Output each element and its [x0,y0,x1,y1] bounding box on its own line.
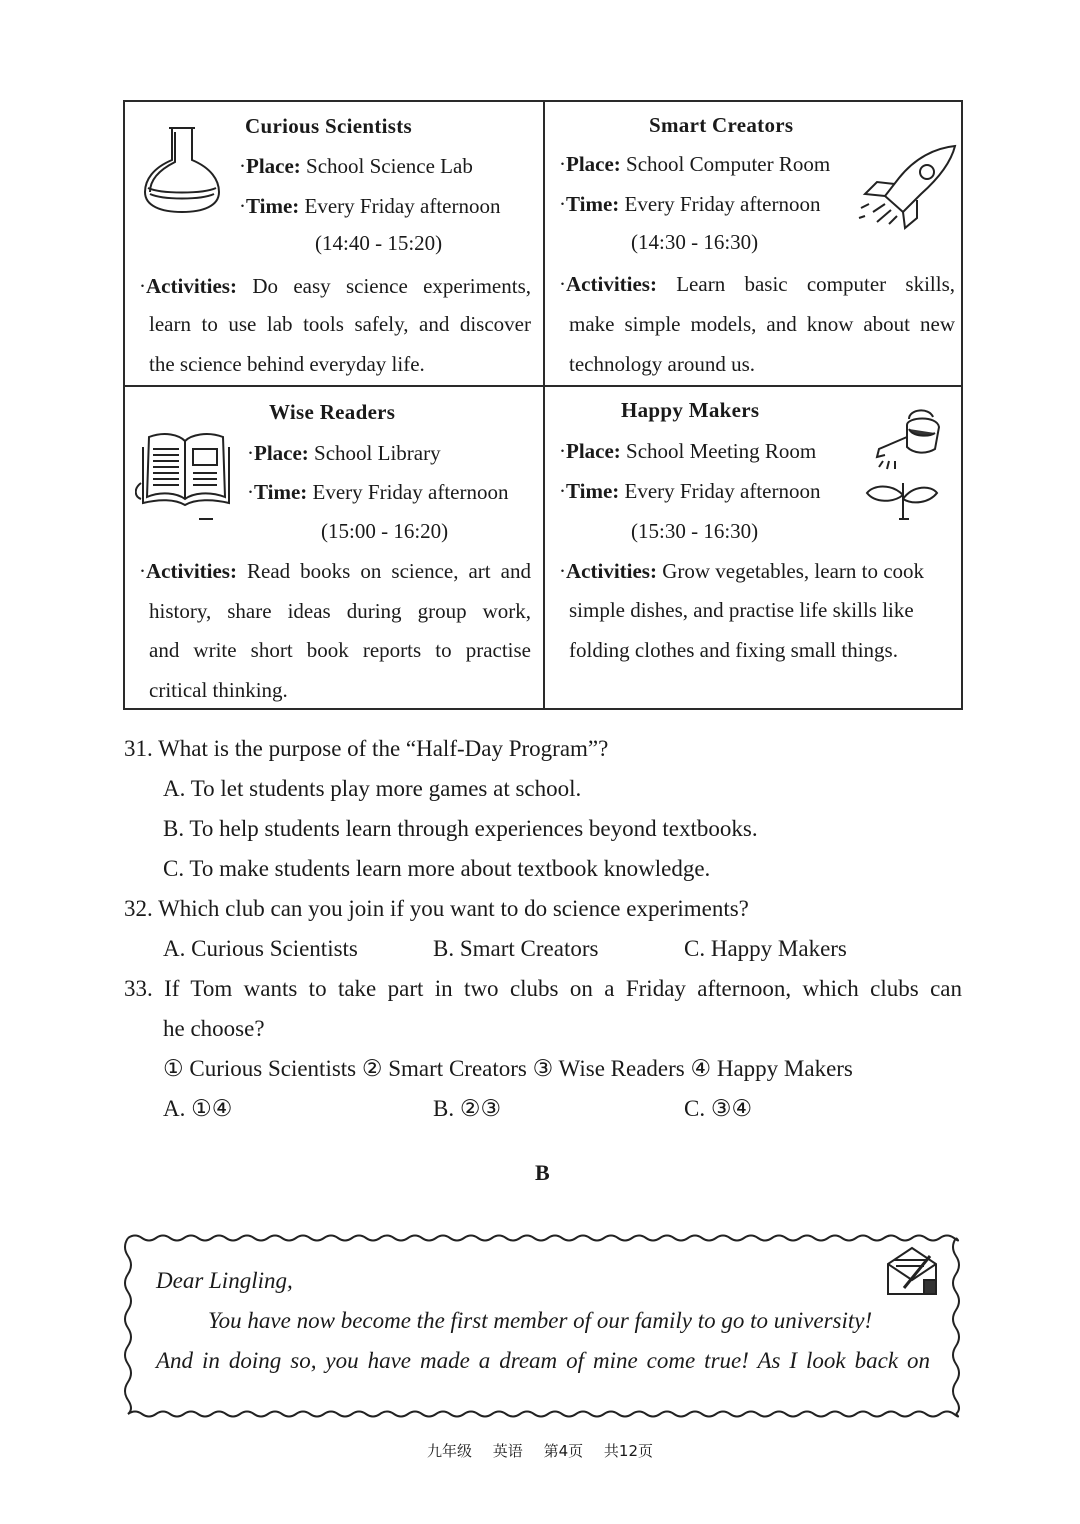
club-activities-line: simple dishes, and practise life skills like [569,598,914,622]
club-time: ·Time: Every Friday afternoon [559,192,821,216]
club-activities-line: technology around us. [569,352,756,376]
question-33-option-a[interactable]: A. ①④ [163,1096,233,1121]
club-time-range: (14:30 - 16:30) [631,230,759,254]
letter-body-line: You have now become the first member of our family to go to university! [208,1308,873,1333]
club-activities-line: learn to use lab tools safely, and discover [149,312,531,336]
club-activities-line: the science behind everyday life. [149,352,425,376]
page-footer [0,1440,1080,1461]
footer-subject: 英语 [492,1442,523,1460]
club-title: Smart Creators [649,113,794,137]
question-31-stem: 31. What is the purpose of the “Half-Day Program”? [124,736,609,761]
club-place: ·Place: School Meeting Room [559,439,817,463]
letter-greeting: Dear Lingling, [156,1268,293,1293]
watering-can-icon [863,403,949,521]
club-time: ·Time: Every Friday afternoon [247,480,509,504]
club-title: Wise Readers [269,400,396,424]
club-activities-line: critical thinking. [149,678,288,702]
question-33-stem-cont: he choose? [163,1016,265,1041]
letter-icon [884,1244,940,1298]
rocket-icon [855,142,959,230]
club-cell-smart-creators [545,102,963,385]
letter-box [118,1228,966,1424]
question-31-option-a[interactable]: A. To let students play more games at school. [163,776,582,801]
book-icon [135,427,235,523]
club-time-range: (14:40 - 15:20) [315,231,443,255]
club-cell-wise-readers [125,387,543,708]
club-table [123,100,963,710]
flask-icon [141,122,223,214]
club-cell-curious-scientists [125,102,543,385]
question-33-stem: 33. If Tom wants to take part in two clubs on a Friday afternoon, which clubs can [124,976,962,1001]
question-33-option-c[interactable]: C. ③④ [684,1096,753,1121]
club-place: ·Place: School Computer Room [559,152,831,176]
letter-body-line: And in doing so, you have made a dream of mine come true! As I look back on [156,1348,930,1373]
section-b-heading: B [535,1160,550,1185]
club-activities-line: and write short book reports to practise [149,638,531,662]
footer-total: 共12页 [603,1442,653,1460]
club-title: Curious Scientists [245,114,413,138]
club-title: Happy Makers [621,398,760,422]
club-place: ·Place: School Library [247,441,441,465]
footer-page: 第4页 [543,1442,584,1460]
club-time-range: (15:00 - 16:20) [321,519,449,543]
club-activities: ·Activities: Grow vegetables, learn to cook [559,559,925,583]
question-33-option-b[interactable]: B. ②③ [433,1096,502,1121]
club-place: ·Place: School Science Lab [239,154,473,178]
club-activities: ·Activities: Learn basic computer skills, [559,272,956,296]
question-33-choices: ① Curious Scientists ② Smart Creators ③ Wise Readers ④ Happy Makers [163,1056,853,1081]
question-31-option-c[interactable]: C. To make students learn more about textbook knowledge. [163,856,711,881]
club-activities: ·Activities: Read books on science, art and [139,559,531,583]
question-31-option-b[interactable]: B. To help students learn through experiences beyond textbooks. [163,816,758,841]
question-32-stem: 32. Which club can you join if you want to do science experiments? [124,896,749,921]
club-time: ·Time: Every Friday afternoon [559,479,821,503]
club-activities: ·Activities: Do easy science experiments, [139,274,531,298]
question-32-option-b[interactable]: B. Smart Creators [433,936,599,961]
club-activities-line: folding clothes and fixing small things. [569,638,898,662]
club-activities-line: make simple models, and know about new [569,312,955,336]
club-time: ·Time: Every Friday afternoon [239,194,501,218]
question-32-option-c[interactable]: C. Happy Makers [684,936,847,961]
footer-grade: 九年级 [426,1442,472,1460]
question-32-option-a[interactable]: A. Curious Scientists [163,936,358,961]
club-time-range: (15:30 - 16:30) [631,519,759,543]
club-cell-happy-makers [545,387,963,708]
club-activities-line: history, share ideas during group work, [149,599,531,623]
